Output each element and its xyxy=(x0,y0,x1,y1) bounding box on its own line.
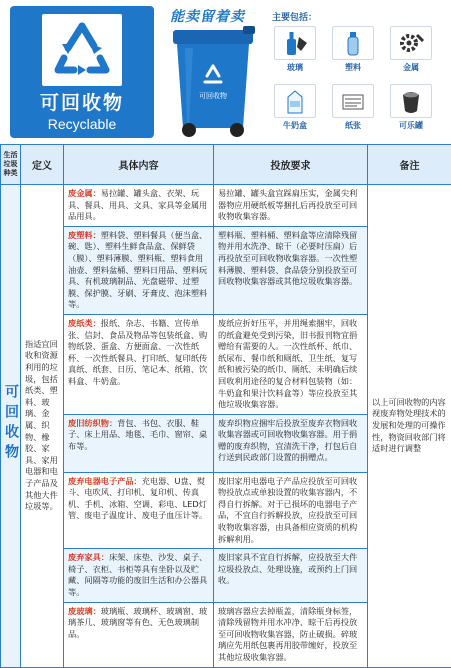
paper-stack-icon xyxy=(332,84,374,118)
content-cell xyxy=(64,549,214,602)
sub-category-name: 废弃家具： xyxy=(68,552,109,562)
item-label: 塑料 xyxy=(332,62,374,73)
recyclable-logo xyxy=(10,6,154,138)
glass-bottle-icon xyxy=(274,26,316,60)
bin-label: 可回收物 xyxy=(199,91,227,100)
metal-gear-icon xyxy=(390,26,432,60)
item-milk-carton xyxy=(274,84,316,131)
content-cell xyxy=(64,602,214,667)
item-label: 牛奶盒 xyxy=(274,120,316,131)
item-label: 可乐罐 xyxy=(390,120,432,131)
category-title: 可回收物 xyxy=(10,88,154,115)
blue-recycle-bin-illustration xyxy=(165,22,261,140)
content-text: 易拉罐、罐头盒、衣架、玩具、餐具、用具、文具、家具等金属用品用具。 xyxy=(68,188,207,221)
sub-category-name: 废弃电器电子产品： xyxy=(68,476,142,486)
milk-carton-icon xyxy=(274,84,316,118)
sub-category-name: 废纸类： xyxy=(68,318,101,328)
sub-category-name: 废玻璃： xyxy=(68,606,101,616)
content-cell xyxy=(64,226,214,314)
content-text: 报纸、杂志、书籍、宣传单张、信封、食品及物品等包装纸盒、购物纸袋、蛋盒、方便面盒、一次性纸杯、一次性纸餐具、打印纸、复印纸传真纸、纸套、日历、笔记本、纸箱、饮料盒、牛奶盒。 xyxy=(68,318,207,386)
requirement-cell: 废旧家用电器电子产品应投放至可回收物投放点或单独设置的收集容器内，不得自行拆解。对于已损坏的电器电子产品，不宜自行拆解投放，应投放至可回收物收集容器，由具备相应资质的机构拆解利用。 xyxy=(214,472,368,549)
item-label: 金属 xyxy=(390,62,432,73)
header-definition: 定义 xyxy=(21,145,64,185)
category-label: 可回收物 xyxy=(1,384,21,464)
item-soda-can xyxy=(390,84,432,131)
sub-category-name: 废金属： xyxy=(68,188,101,198)
content-text: 玻璃瓶、玻璃杯、玻璃窗、玻璃茶几、玻璃窗等有色、无色玻璃制品。 xyxy=(68,606,207,639)
definition-cell: 指适宜回收和资源利用的垃圾，包括纸类、塑料、玻璃、金属、织物、橡胶、家具、家用电器和电子产品及其他大件垃圾等。 xyxy=(21,185,64,668)
content-cell xyxy=(64,472,214,549)
requirement-cell: 废弃织物应捆牢后投放至废弃衣物回收收集容器或可回收物收集容器。用于捐赠的废弃织物，宜清洗干净，打包后自行送到民政部门设置的捐赠点。 xyxy=(214,414,368,472)
poster-header xyxy=(0,0,451,142)
content-text: 充电器、U盘、熨斗、电吹风、打印机、复印机、传真机、手机、冰箱、空调、彩电、LED灯管、废电子温度计、废电子血压计等。 xyxy=(68,476,207,521)
content-text: 床架、床垫、沙发、桌子、椅子、衣柜、书柜等具有坐卧以及贮藏、间隔等功能的废旧生活和办公器具等。 xyxy=(68,552,207,597)
requirement-cell: 易拉罐、罐头盒宜踩扁压实，金属尖利器物应用硬纸板等捆扎后再投放至可回收物收集容器。 xyxy=(214,185,368,227)
includes-icon-grid xyxy=(272,26,448,140)
remark-cell: 以上可回收物的内容视废弃物处理技术的发展和处理的可操作性，物资回收部门将适时进行调整 xyxy=(368,185,451,668)
classification-table xyxy=(0,144,451,668)
soda-can-icon xyxy=(390,84,432,118)
requirement-cell: 废纸应折好压平，并用绳索捆牢，回收的纸盒避免受到污染，旧书报刊物宜捐赠给有需要的人。一次性纸杯、纸巾、纸尿布、餐巾纸和厕纸、卫生纸、复写纸和被污染的纸巾、厕纸、未明确后续回收利用途径的复合材料包装物（如：牛奶盒和果汁饮料盒等）等应投放至其他垃圾收集容器。 xyxy=(214,314,368,414)
item-glass xyxy=(274,26,316,73)
item-label: 玻璃 xyxy=(274,62,316,73)
includes-title: 主要包括： xyxy=(272,10,317,23)
item-paper xyxy=(332,84,374,131)
content-cell xyxy=(64,185,214,227)
header-remark: 备注 xyxy=(368,145,451,185)
table-header-row xyxy=(1,145,451,185)
item-metal xyxy=(390,26,432,73)
content-text: 塑料袋、塑料餐具（便当盒、碗、匙）、塑料生鲜食品盒、保鲜袋（膜）、塑料薄膜、塑料瓶、塑料食用油壶、塑料盆桶、塑料日用品、塑料玩具、有机玻璃制品、光盘磁带、过塑膜、保护膜、牙刷、牙膏皮、泡沫塑料等。 xyxy=(68,230,207,310)
requirement-cell: 废旧家具不宜自行拆解，应投放至大件垃圾投放点、处理设施，或预约上门回收。 xyxy=(214,549,368,602)
requirement-cell: 玻璃容器应去掉瓶盖，清除瓶身标签，清除残留物并用水冲净、晾干后再投放至可回收物收集容器，防止破损。碎玻璃应先用纸包裹再用胶带缠好，投放至其他垃圾收集容器。 xyxy=(214,602,368,667)
sub-category-name: 废塑料： xyxy=(68,230,101,240)
requirement-cell: 塑料瓶、塑料桶、塑料盒等应清除残留物并用水洗净、晾干（必要时压扁）后再投放至可回收物收集容器。一次性塑料薄膜、塑料袋、食品袋分别投放至可回收物收集容器或其他垃圾收集容器。 xyxy=(214,226,368,314)
category-cell xyxy=(1,185,21,668)
content-cell xyxy=(64,414,214,472)
slogan: 能卖留着卖 xyxy=(170,6,270,26)
content-text: 背包、书包、衣服、鞋子、床上用品、地毯、毛巾、窗帘、桌布等。 xyxy=(68,418,207,451)
content-cell xyxy=(64,314,214,414)
sub-category-name: 废旧纺织物： xyxy=(68,418,117,428)
item-label: 纸张 xyxy=(332,120,374,131)
recycle-symbol-icon xyxy=(42,14,122,86)
plastic-bottle-icon xyxy=(332,26,374,60)
header-category: 生活垃圾种类 xyxy=(1,145,21,185)
header-content: 具体内容 xyxy=(64,145,214,185)
header-requirement: 投放要求 xyxy=(214,145,368,185)
item-plastic xyxy=(332,26,374,73)
table-row xyxy=(1,185,451,227)
category-title-en: Recyclable xyxy=(10,116,154,132)
